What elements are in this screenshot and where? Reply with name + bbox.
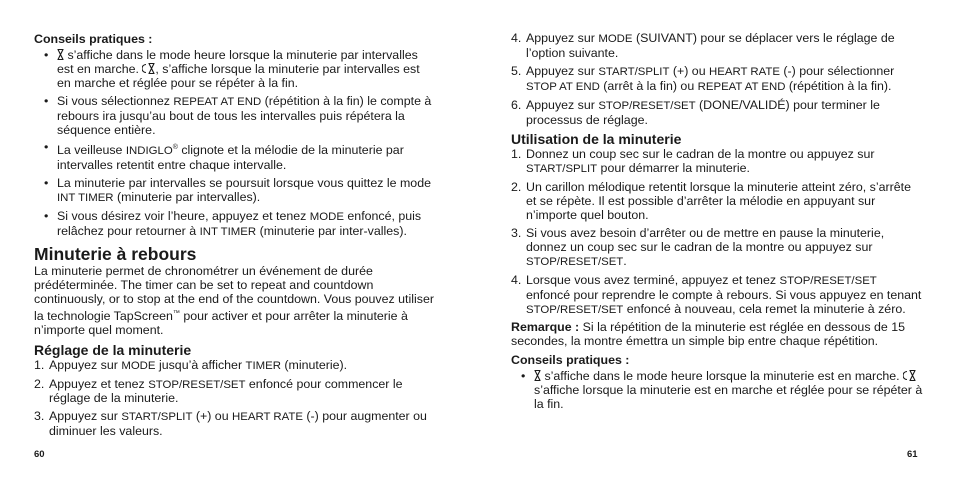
list-item: 3. Si vous avez besoin d’arrêter ou de mettre en pause la minuterie, donnez un coup sec sur le cadran de la montre ou appuyez sur STOP/RESET/SET. xyxy=(511,225,885,268)
list-item: 4. Appuyez sur MODE (SUIVANT) pour se déplacer vers le réglage de l’option suivante. xyxy=(511,31,895,60)
tips-list-right xyxy=(511,370,923,412)
list-item: • La veilleuse INDIGLO® clignote et la mélodie de la minuterie par intervalles retentit entre chaque intervalle. xyxy=(34,141,436,173)
usage-steps xyxy=(511,148,923,317)
list-item: 1. Donnez un coup sec sur le cadran de la montre ou appuyez sur START/SPLIT pour démarrer la minuterie. xyxy=(511,147,875,176)
tips-label: Conseils pratiques : xyxy=(34,32,153,46)
right-page xyxy=(511,32,923,416)
list-item: 2. Appuyez et tenez STOP/RESET/SET enfoncé pour commencer le réglage de la minuterie. xyxy=(34,376,403,406)
tips-label-right: Conseils pratiques : xyxy=(511,353,630,368)
intro-paragraph: La minuterie permet de chronométrer un événement de durée prédéterminée. The timer can be set to repeat and countdown continuously, or to stop at the end of the countdown. Vous pouvez utiliser la technologie TapScreen™ pour activer et pour arrêter la minuterie à n’importe quel moment. xyxy=(34,264,434,337)
remark-paragraph: Remarque : Si la répétition de la minuterie est réglée en dessous de 15 secondes, la montre émettra un simple bip entre chaque répétition. xyxy=(511,320,905,349)
list-item: 6. Appuyez sur STOP/RESET/SET (DONE/VALIDÉ) pour terminer le processus de réglage. xyxy=(511,97,880,127)
list-item: 4. Lorsque vous avez terminé, appuyez et tenez STOP/RESET/SET enfoncé pour reprendre le compte à rebours. Si vous appuyez en tenant STOP/RESET/SET enfoncé à nouveau, cela remet la minuterie à zéro. xyxy=(511,272,922,316)
list-item: • Si vous sélectionnez REPEAT AT END (répétition à la fin) le compte à rebours ira jusqu’au bout de tous les intervalles puis répétera la séquence entière. xyxy=(34,95,436,138)
list-item: • La minuterie par intervalles se poursuit lorsque vous quittez le mode INT TIMER (minuterie par intervalles). xyxy=(34,177,436,206)
tips-list xyxy=(34,49,436,240)
list-item: 3. Appuyez sur START/SPLIT (+) ou HEART RATE (-) pour augmenter ou diminuer les valeurs. xyxy=(34,409,427,439)
hourglass-icon xyxy=(57,49,64,60)
list-item: 2. Un carillon mélodique retentit lorsque la minuterie atteint zéro, s’arrête et se répète. Il est possible d’arrêter la mélodie en appuyant sur n’importe quel bouton. xyxy=(511,180,911,223)
page-number-left: 60 xyxy=(34,449,45,460)
usage-title: Utilisation de la minuterie xyxy=(511,131,682,148)
list-item: 5. Appuyez sur START/SPLIT (+) ou HEART RATE (-) pour sélectionner STOP AT END (arrêt à la fin) ou REPEAT AT END (répétition à la fin). xyxy=(511,63,895,93)
left-page xyxy=(34,32,436,443)
list-item: • Si vous désirez voir l’heure, appuyez et tenez MODE enfoncé, puis relâchez pour retourner à INT TIMER (minuterie par inter-valles). xyxy=(34,210,436,240)
setting-steps-continued xyxy=(511,32,923,127)
page-number-right: 61 xyxy=(907,449,918,460)
setting-title: Réglage de la minuterie xyxy=(34,341,192,358)
setting-steps xyxy=(34,359,436,440)
hourglass-icon xyxy=(534,370,541,381)
repeat-hourglass-icon xyxy=(142,63,155,74)
list-item: • s’affiche dans le mode heure lorsque la minuterie est en marche. s’affiche lorsque la minuterie est en marche et réglée pour se répéter à la fin. xyxy=(511,370,923,412)
repeat-hourglass-icon xyxy=(903,370,916,381)
list-item: • s’affiche dans le mode heure lorsque la minuterie par intervalles est en marche. , s’affiche lorsque la minuterie par intervalles est en marche et réglée pour se répéter à la fin. xyxy=(34,49,436,91)
section-title: Minuterie à rebours xyxy=(34,244,197,264)
list-item: 1. Appuyez sur MODE jusqu’à afficher TIMER (minuterie). xyxy=(34,357,348,372)
